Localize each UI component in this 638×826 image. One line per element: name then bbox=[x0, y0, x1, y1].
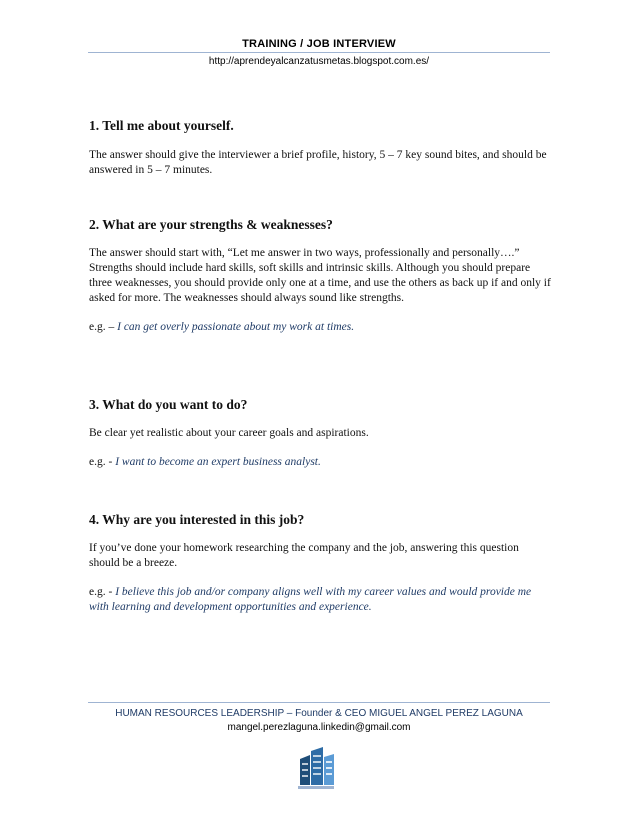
example-line bbox=[89, 585, 551, 615]
question-section-3 bbox=[89, 396, 551, 470]
answer-paragraph: If you’ve done your homework researching the company and the job, answering this question should be a breeze. bbox=[89, 542, 519, 569]
question-section-4 bbox=[89, 511, 551, 615]
question-title: 4. Why are you interested in this job? bbox=[89, 512, 305, 527]
answer-paragraph: The answer should give the interviewer a brief profile, history, 5 – 7 key sound bites, and should be answered in 5 – 7 minutes. bbox=[89, 149, 547, 176]
example-prefix: e.g. - bbox=[89, 456, 116, 468]
answer-paragraph: Be clear yet realistic about your career goals and aspirations. bbox=[89, 427, 369, 439]
header-divider bbox=[88, 52, 550, 53]
example-line bbox=[89, 320, 551, 335]
header-url: http://aprendeyalcanzatusmetas.blogspot.com.es/ bbox=[208, 56, 430, 67]
example-quote: I can get overly passionate about my work at times. bbox=[117, 321, 355, 333]
question-title: 3. What do you want to do? bbox=[89, 397, 248, 412]
header-title: TRAINING / JOB INTERVIEW bbox=[242, 38, 396, 50]
footer-divider bbox=[88, 702, 550, 703]
question-section-1 bbox=[89, 117, 551, 178]
footer-credit: HUMAN RESOURCES LEADERSHIP – Founder & CEO MIGUEL ANGEL PEREZ LAGUNA bbox=[115, 708, 523, 719]
example-prefix: e.g. – bbox=[89, 321, 118, 333]
question-title: 2. What are your strengths & weaknesses? bbox=[89, 217, 333, 232]
example-line bbox=[89, 455, 551, 470]
question-title: 1. Tell me about yourself. bbox=[89, 118, 234, 133]
answer-paragraph: The answer should start with, “Let me answer in two ways, professionally and personally….” Strengths should include hard skills, soft skills and intrinsic skills. Although you should prepare three weaknesses, you should provide only one at a time, and use the others as back up if and only if asked for more. The weaknesses should always sound like strengths. bbox=[89, 247, 551, 304]
example-prefix: e.g. - bbox=[89, 586, 116, 598]
example-quote: I want to become an expert business analyst. bbox=[115, 456, 321, 468]
footer-email: mangel.perezlaguna.linkedin@gmail.com bbox=[227, 722, 411, 733]
example-quote: I believe this job and/or company aligns well with my career values and would provide me with learning and development opportunities and experience. bbox=[89, 586, 532, 613]
question-section-2 bbox=[89, 216, 551, 335]
building-logo-icon bbox=[296, 745, 336, 791]
